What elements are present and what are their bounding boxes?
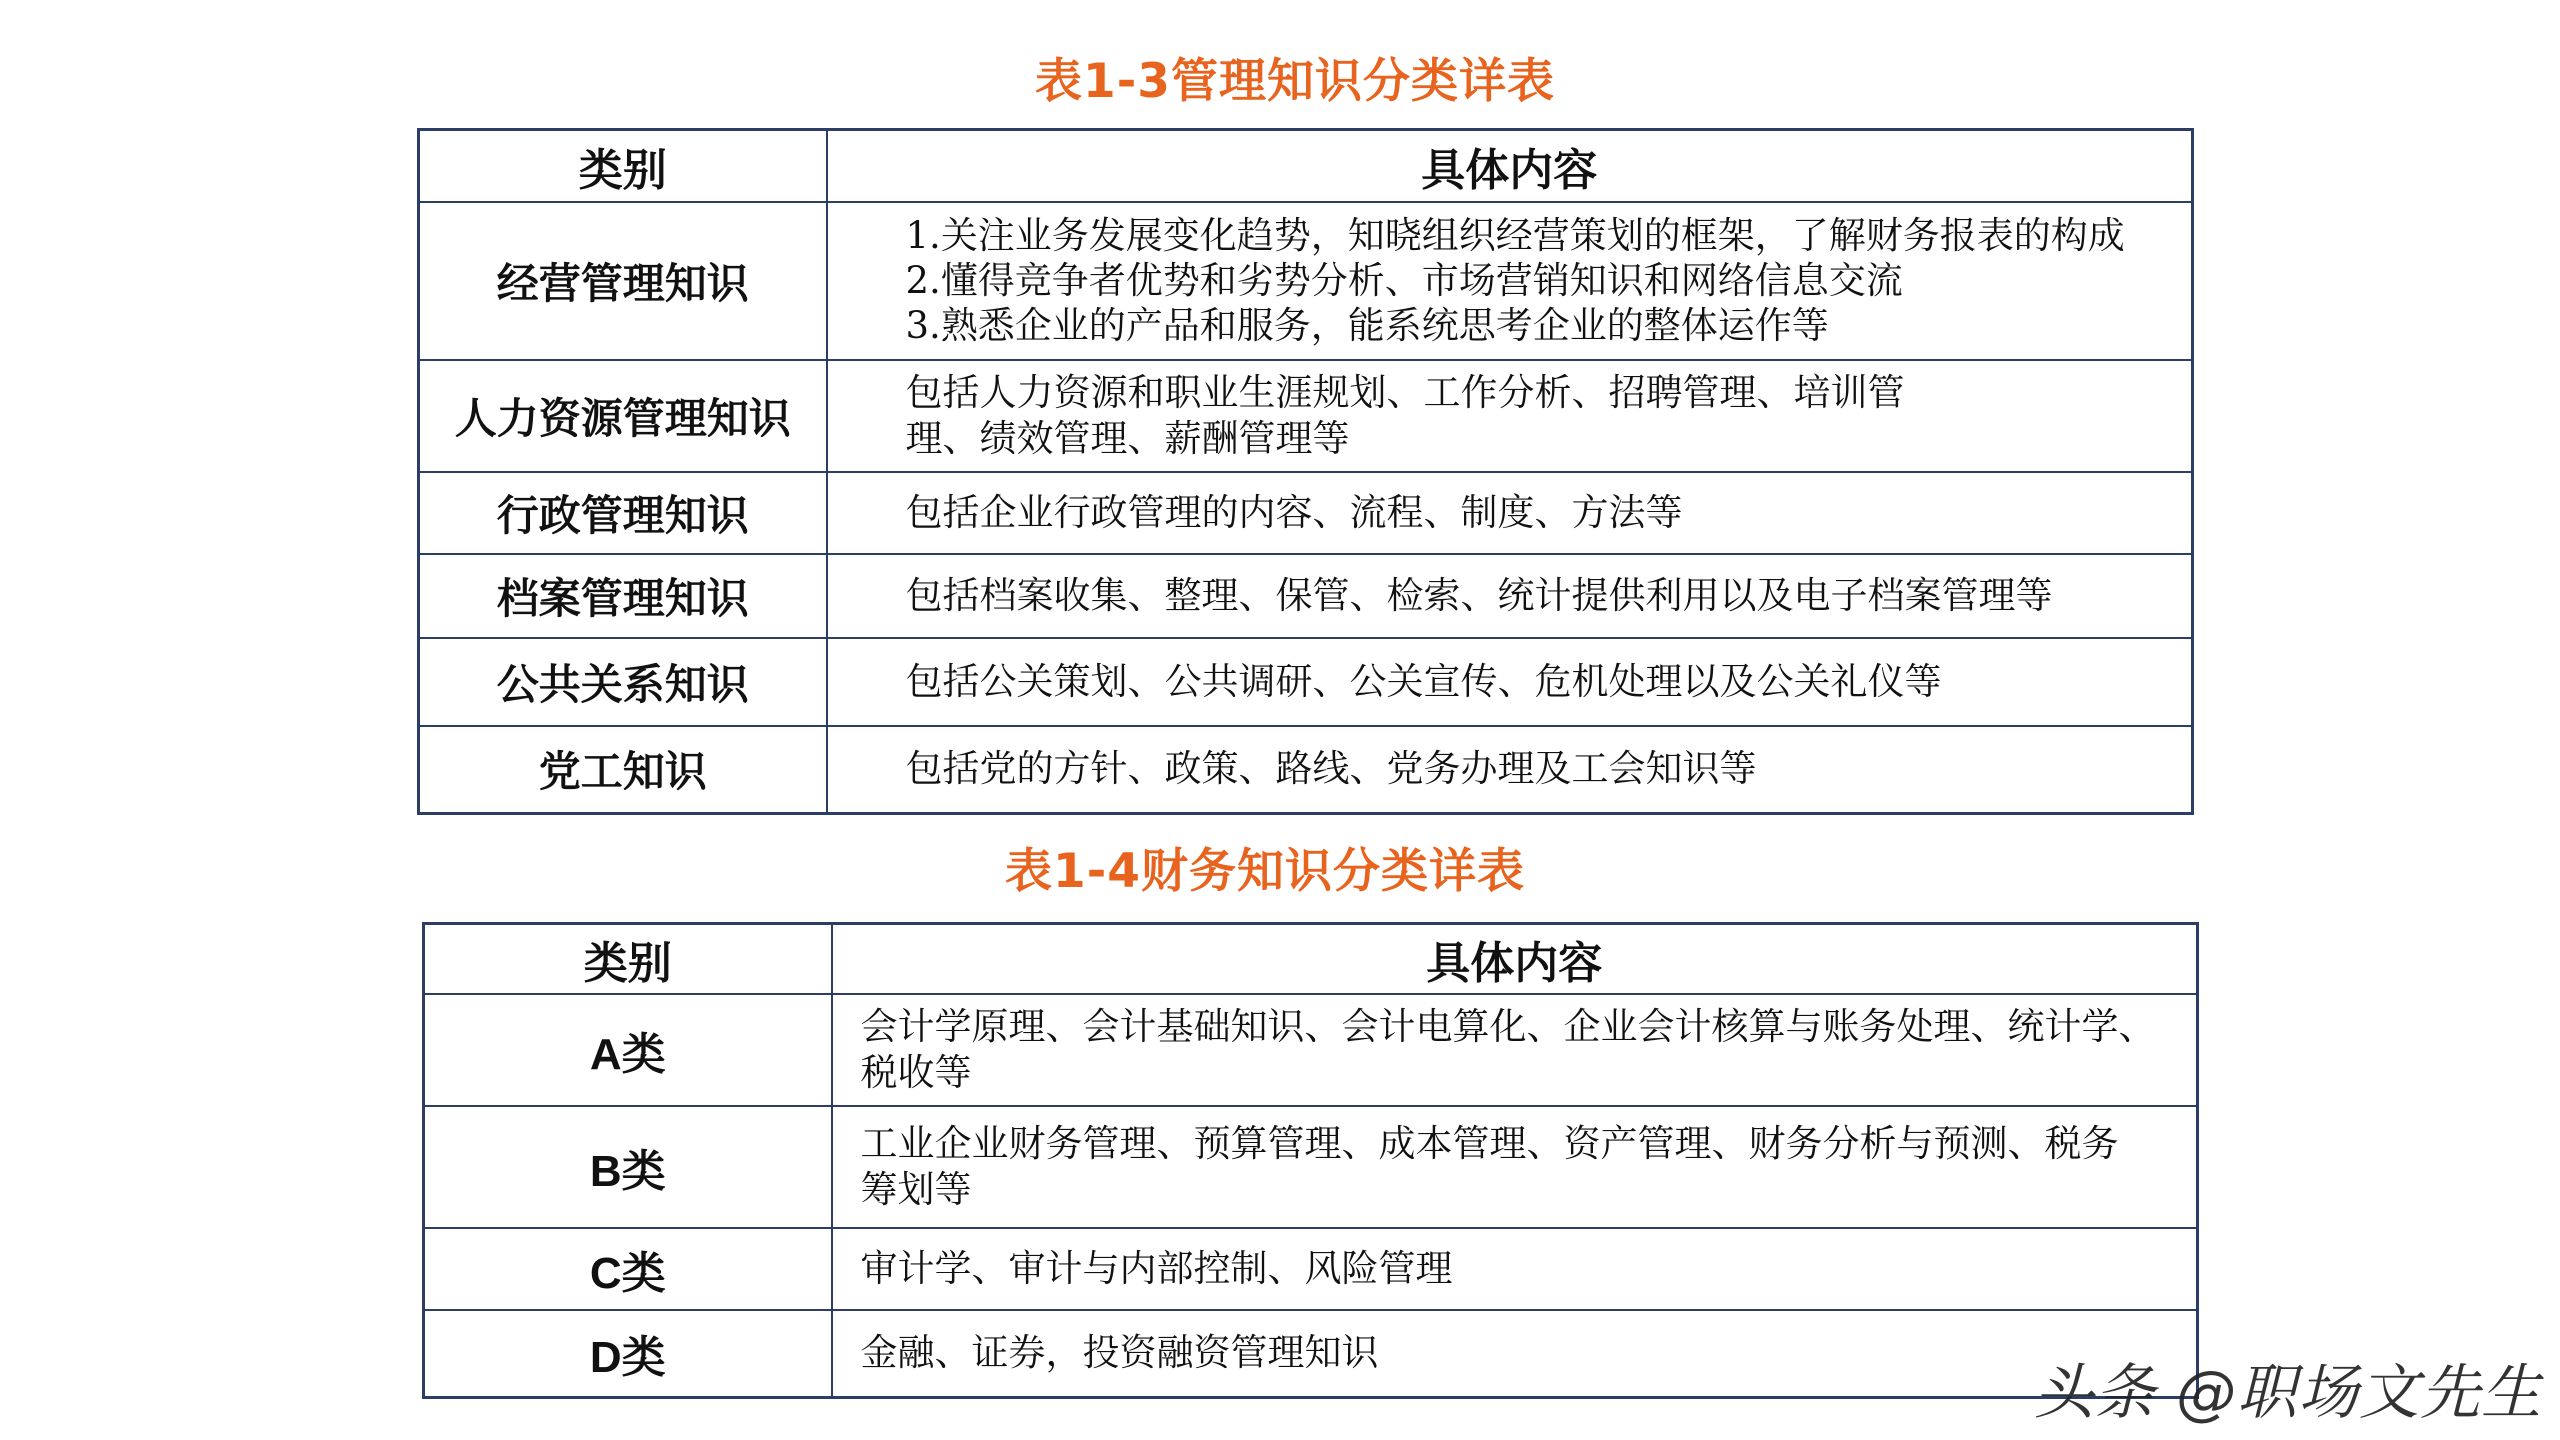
row-content: 包括企业行政管理的内容、流程、制度、方法等: [827, 472, 2193, 554]
row-content: [827, 202, 2193, 360]
row-category: D类: [424, 1310, 832, 1398]
list-item: 1.关注业务发展变化趋势，知晓组织经营策划的框架，了解财务报表的构成: [905, 214, 2125, 257]
row-content: 金融、证券，投资融资管理知识: [832, 1310, 2198, 1398]
management-knowledge-table: [417, 128, 2194, 815]
row-content: 包括公关策划、公共调研、公关宣传、危机处理以及公关礼仪等: [827, 638, 2193, 726]
table-row: [419, 638, 2193, 726]
table-row: [419, 472, 2193, 554]
row-content: 包括档案收集、整理、保管、检索、统计提供利用以及电子档案管理等: [827, 554, 2193, 638]
row-category: C类: [424, 1228, 832, 1310]
header-category: 类别: [419, 130, 827, 202]
table-row: [424, 1310, 2198, 1398]
table-row: [424, 994, 2198, 1106]
header-content: 具体内容: [832, 924, 2198, 994]
row-category: 公共关系知识: [419, 638, 827, 726]
row-category: A类: [424, 994, 832, 1106]
header-content: 具体内容: [827, 130, 2193, 202]
row-content: 工业企业财务管理、预算管理、成本管理、资产管理、财务分析与预测、税务 筹划等: [832, 1106, 2198, 1228]
table1-title: 表1-3管理知识分类详表: [1035, 54, 1555, 109]
row-category: 行政管理知识: [419, 472, 827, 554]
row-category: 档案管理知识: [419, 554, 827, 638]
table-row: [419, 554, 2193, 638]
list-item: 3.熟悉企业的产品和服务，能系统思考企业的整体运作等: [905, 304, 1829, 347]
table2-title: 表1-4财务知识分类详表: [1005, 844, 1525, 899]
watermark-text: 头条 @职场文先生: [2033, 1358, 2542, 1428]
header-category: 类别: [424, 924, 832, 994]
row-content: 包括人力资源和职业生涯规划、工作分析、招聘管理、培训管 理、绩效管理、薪酬管理等: [827, 360, 2193, 472]
table-row: [424, 1106, 2198, 1228]
table-header-row: [424, 924, 2198, 994]
list-item: 2.懂得竞争者优势和劣势分析、市场营销知识和网络信息交流: [905, 259, 1903, 302]
table-row: [419, 726, 2193, 814]
row-content: 审计学、审计与内部控制、风险管理: [832, 1228, 2198, 1310]
row-content: 会计学原理、会计基础知识、会计电算化、企业会计核算与账务处理、统计学、 税收等: [832, 994, 2198, 1106]
table-row: [419, 360, 2193, 472]
table-header-row: [419, 130, 2193, 202]
table-row: [424, 1228, 2198, 1310]
table-row: [419, 202, 2193, 360]
row-content: 包括党的方针、政策、路线、党务办理及工会知识等: [827, 726, 2193, 814]
row-category: 党工知识: [419, 726, 827, 814]
row-category: 人力资源管理知识: [419, 360, 827, 472]
row-category: B类: [424, 1106, 832, 1228]
finance-knowledge-table: [422, 922, 2199, 1399]
row-category: 经营管理知识: [419, 202, 827, 360]
